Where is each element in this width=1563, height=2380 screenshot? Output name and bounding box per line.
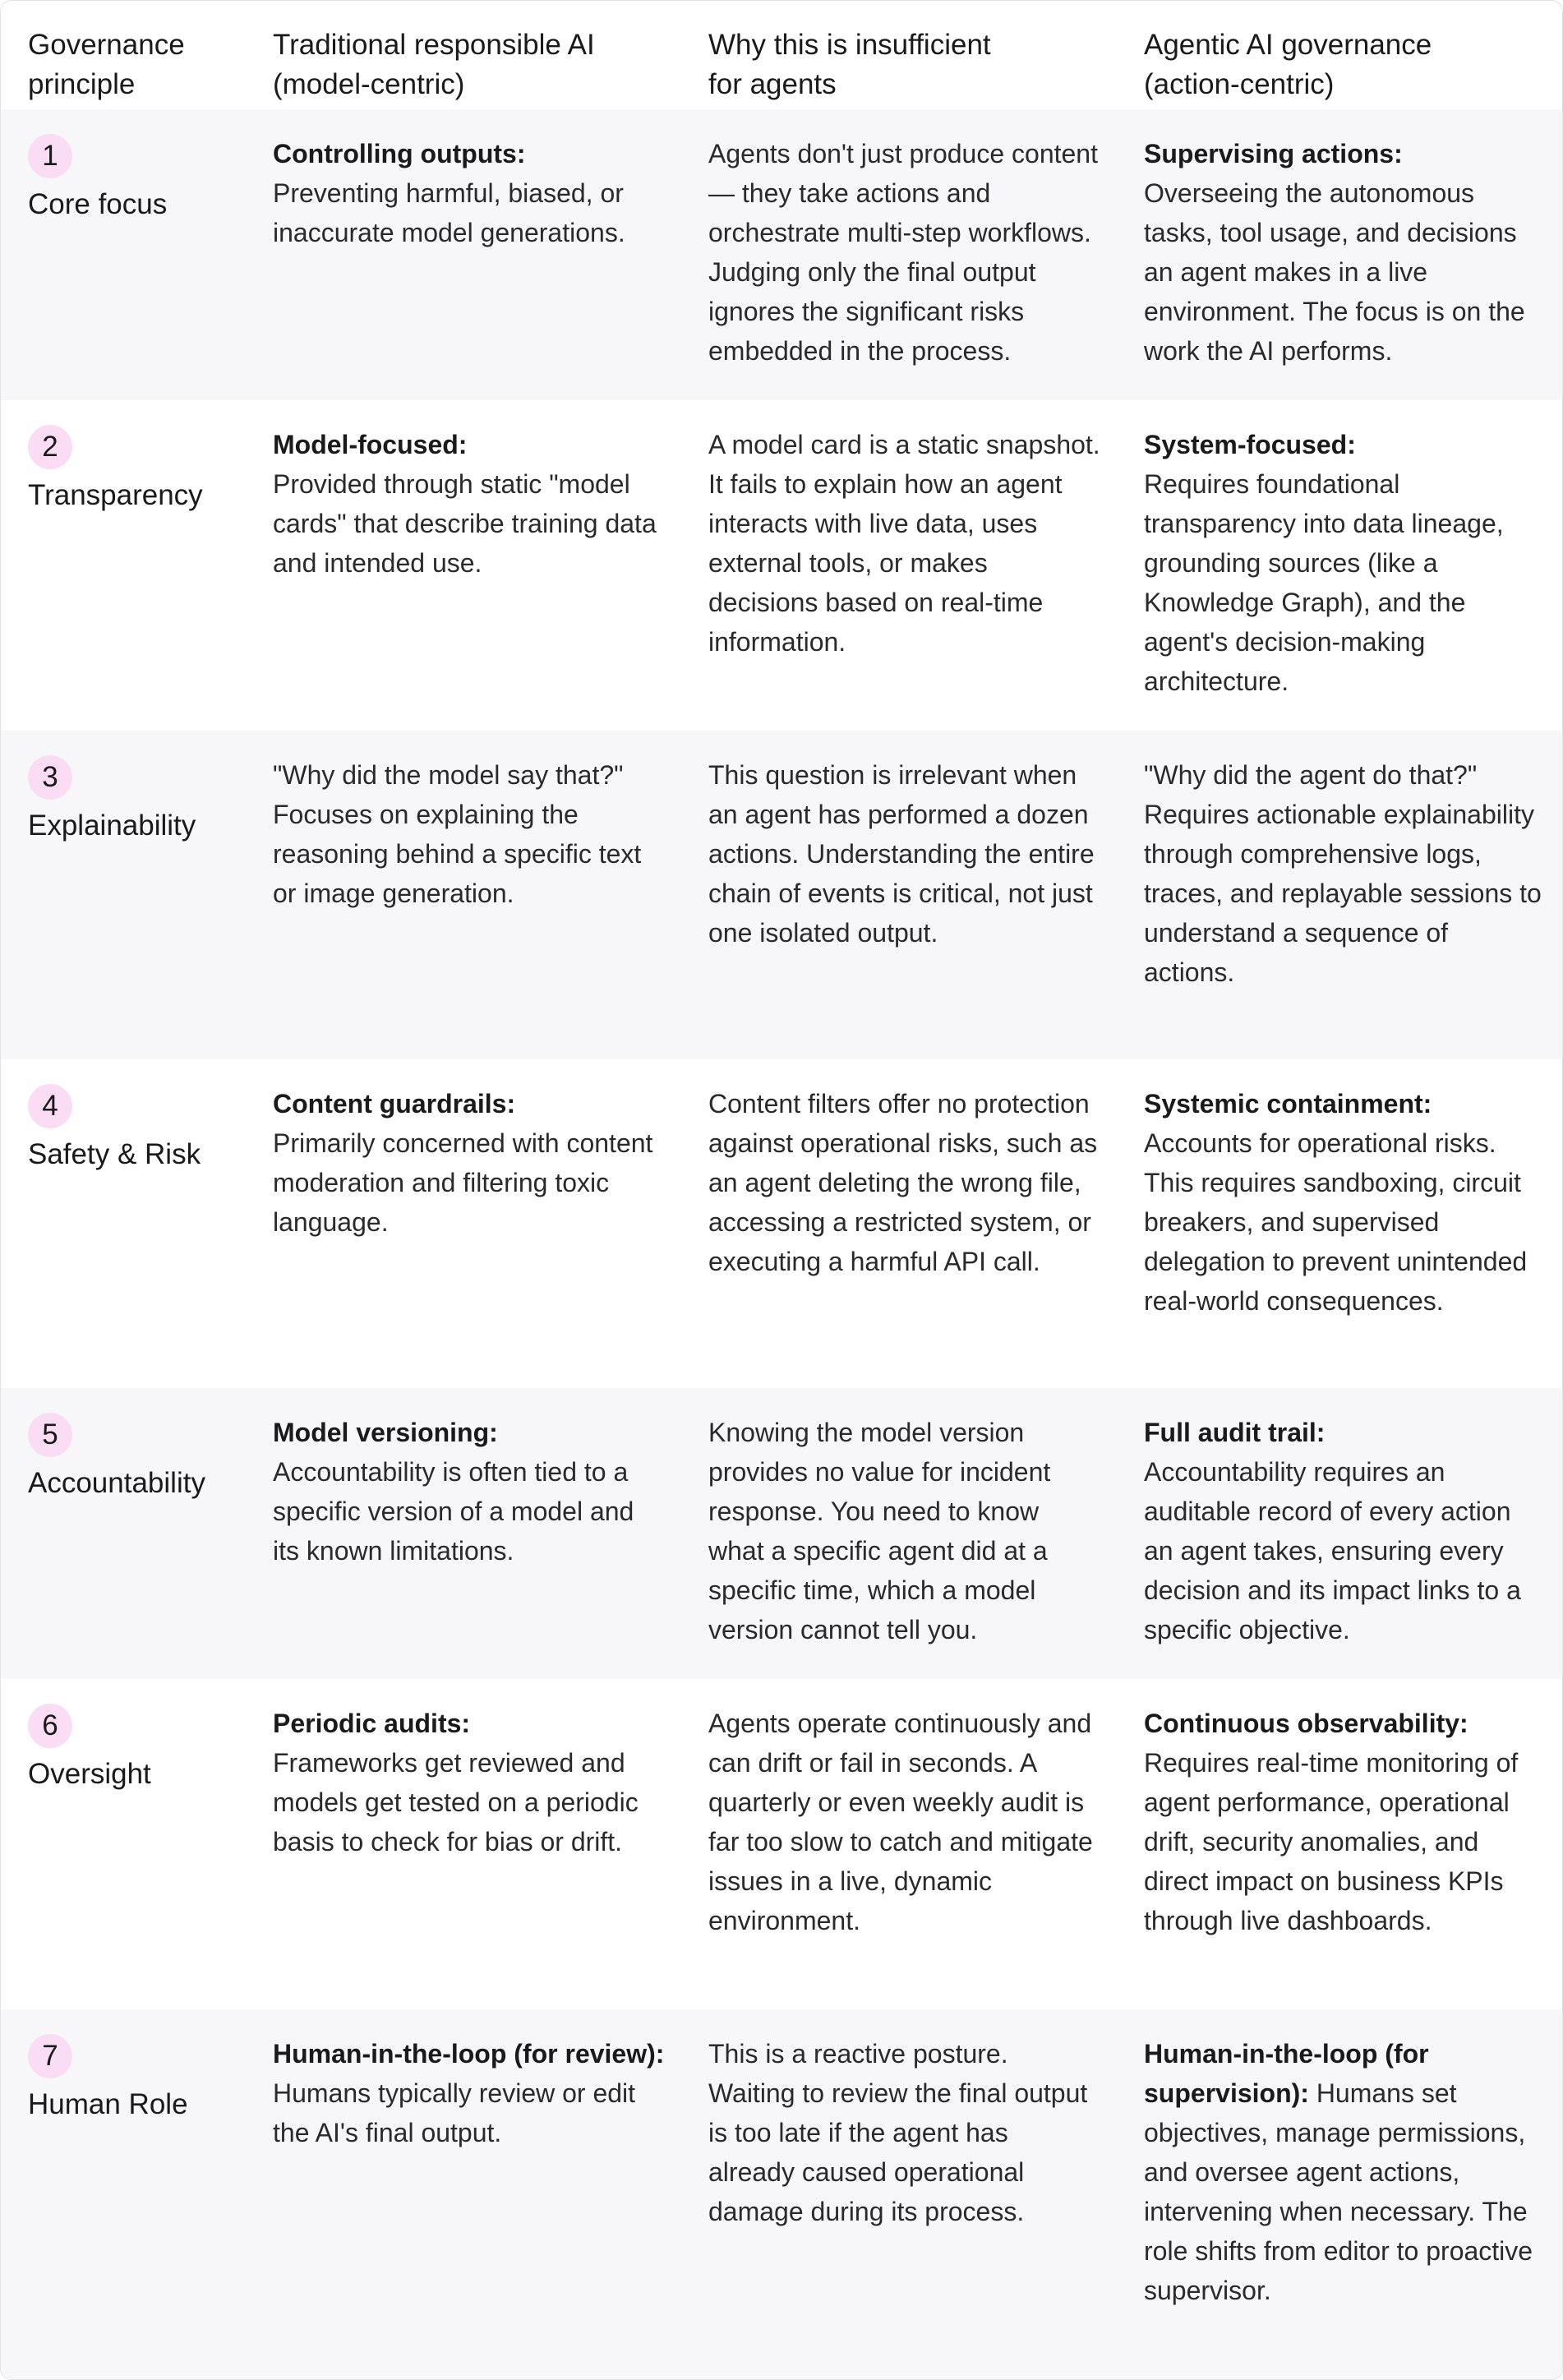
agentic-text: Requires real-time monitoring of agent performance, operational drift, security anomalies, and direct impact on business KPIs through live dashboards. xyxy=(1144,1748,1519,1935)
agentic-text: "Why did the agent do that?" Requires actionable explainability through comprehensive logs, traces, and replayable sessions to understand a sequence of actions. xyxy=(1144,760,1542,987)
row-number-badge: 3 xyxy=(28,755,72,800)
table-row xyxy=(1,1059,1562,1388)
agentic-lead: Systemic containment: xyxy=(1144,1089,1432,1119)
agentic-text: Overseeing the autonomous tasks, tool usage, and decisions an agent makes in a live environment. The focus is on the work the AI performs. xyxy=(1144,178,1525,366)
why-cell xyxy=(681,400,1117,731)
row-number-badge: 7 xyxy=(28,2034,72,2078)
table-row xyxy=(1,109,1562,400)
why-text: Agents operate continuously and can drift or fail in seconds. A quarterly or even weekly audit is far too slow to catch and mitigate issues in a live, dynamic environment. xyxy=(708,1709,1093,1935)
traditional-lead: Content guardrails: xyxy=(273,1089,516,1119)
comparison-table xyxy=(1,1,1562,2379)
row-number-badge: 5 xyxy=(28,1413,72,1457)
principle-name: Core focus xyxy=(28,188,168,220)
traditional-cell xyxy=(246,2009,681,2379)
table-row xyxy=(1,2009,1562,2379)
traditional-cell xyxy=(246,1679,681,2009)
why-cell xyxy=(681,1388,1117,1679)
traditional-lead: Model versioning: xyxy=(273,1418,498,1447)
principle-name: Accountability xyxy=(28,1467,205,1499)
why-cell xyxy=(681,1059,1117,1388)
table-row xyxy=(1,400,1562,731)
agentic-text: Accounts for operational risks. This requires sandboxing, circuit breakers, and supervised delegation to prevent unintended real-world consequences. xyxy=(1144,1128,1528,1316)
traditional-cell xyxy=(246,731,681,1059)
traditional-text: Humans typically review or edit the AI's final output. xyxy=(273,2078,636,2147)
row-number-badge: 2 xyxy=(28,425,72,469)
agentic-cell xyxy=(1117,1059,1562,1388)
header-principle: Governance principle xyxy=(28,29,185,100)
traditional-cell xyxy=(246,400,681,731)
why-text: Agents don't just produce content — they take actions and orchestrate multi-step workflows. Judging only the final output ignores the significant risks embedded in the process. xyxy=(708,139,1098,366)
principle-cell xyxy=(1,731,246,1059)
row-number-badge: 1 xyxy=(28,134,72,178)
traditional-lead: Human-in-the-loop (for review): xyxy=(273,2039,665,2069)
why-text: Content filters offer no protection against operational risks, such as an agent deleting the wrong file, accessing a restricted system, or executing a harmful API call. xyxy=(708,1089,1098,1276)
why-text: Knowing the model version provides no value for incident response. You need to know what a specific agent did at a specific time, which a model version cannot tell you. xyxy=(708,1418,1051,1644)
principle-name: Transparency xyxy=(28,479,203,511)
agentic-cell xyxy=(1117,109,1562,400)
traditional-text: Primarily concerned with content moderation and filtering toxic language. xyxy=(273,1128,653,1237)
header-traditional: Traditional responsible AI (model-centric) xyxy=(273,29,595,100)
header-why-insufficient: Why this is insufficient for agents xyxy=(708,29,991,100)
table-row xyxy=(1,1388,1562,1679)
agentic-lead: System-focused: xyxy=(1144,430,1356,459)
header-row xyxy=(1,1,1562,109)
principle-cell xyxy=(1,1679,246,2009)
row-number-badge: 6 xyxy=(28,1704,72,1748)
traditional-cell xyxy=(246,1059,681,1388)
principle-cell xyxy=(1,2009,246,2379)
agentic-text: Requires foundational transparency into data lineage, grounding sources (like a Knowledge Graph), and the agent's decision-making architecture. xyxy=(1144,469,1504,696)
traditional-cell xyxy=(246,109,681,400)
table-row xyxy=(1,1679,1562,2009)
principle-cell xyxy=(1,1059,246,1388)
traditional-text: Frameworks get reviewed and models get tested on a periodic basis to check for bias or drift. xyxy=(273,1748,639,1856)
agentic-lead: Supervising actions: xyxy=(1144,139,1403,168)
agentic-cell xyxy=(1117,731,1562,1059)
agentic-cell xyxy=(1117,400,1562,731)
row-number-badge: 4 xyxy=(28,1084,72,1128)
table-row xyxy=(1,731,1562,1059)
principle-cell xyxy=(1,109,246,400)
header-agentic: Agentic AI governance (action-centric) xyxy=(1144,29,1432,100)
principle-cell xyxy=(1,400,246,731)
traditional-text: "Why did the model say that?" Focuses on explaining the reasoning behind a specific text or image generation. xyxy=(273,760,642,908)
principle-name: Oversight xyxy=(28,1758,151,1790)
traditional-text: Accountability is often tied to a specific version of a model and its known limitations. xyxy=(273,1457,634,1566)
principle-cell xyxy=(1,1388,246,1679)
traditional-text: Provided through static "model cards" that describe training data and intended use. xyxy=(273,469,657,578)
agentic-cell xyxy=(1117,1679,1562,2009)
agentic-cell xyxy=(1117,2009,1562,2379)
why-text: This is a reactive posture. Waiting to review the final output is too late if the agent has already caused operational damage during its process. xyxy=(708,2039,1088,2226)
traditional-lead: Controlling outputs: xyxy=(273,139,526,168)
principle-name: Human Role xyxy=(28,2088,188,2120)
why-text: This question is irrelevant when an agent has performed a dozen actions. Understanding the entire chain of events is critical, not just one isolated output. xyxy=(708,760,1095,948)
agentic-cell xyxy=(1117,1388,1562,1679)
traditional-text: Preventing harmful, biased, or inaccurate model generations. xyxy=(273,178,625,247)
why-cell xyxy=(681,109,1117,400)
agentic-text: Humans set objectives, manage permissions, and oversee agent actions, intervening when necessary. The role shifts from editor to proactive supervisor. xyxy=(1144,2078,1533,2305)
why-text: A model card is a static snapshot. It fails to explain how an agent interacts with live data, uses external tools, or makes decisions based on real-time information. xyxy=(708,430,1100,657)
traditional-cell xyxy=(246,1388,681,1679)
agentic-lead: Full audit trail: xyxy=(1144,1418,1326,1447)
agentic-lead: Continuous observability: xyxy=(1144,1709,1468,1738)
traditional-lead: Periodic audits: xyxy=(273,1709,471,1738)
principle-name: Safety & Risk xyxy=(28,1138,201,1170)
why-cell xyxy=(681,2009,1117,2379)
principle-name: Explainability xyxy=(28,809,196,842)
traditional-lead: Model-focused: xyxy=(273,430,468,459)
agentic-lead: Human-in-the-loop (for supervision): xyxy=(1144,2039,1429,2108)
why-cell xyxy=(681,1679,1117,2009)
agentic-text: Accountability requires an auditable record of every action an agent takes, ensuring every decision and its impact links to a specific objective. xyxy=(1144,1457,1521,1644)
why-cell xyxy=(681,731,1117,1059)
